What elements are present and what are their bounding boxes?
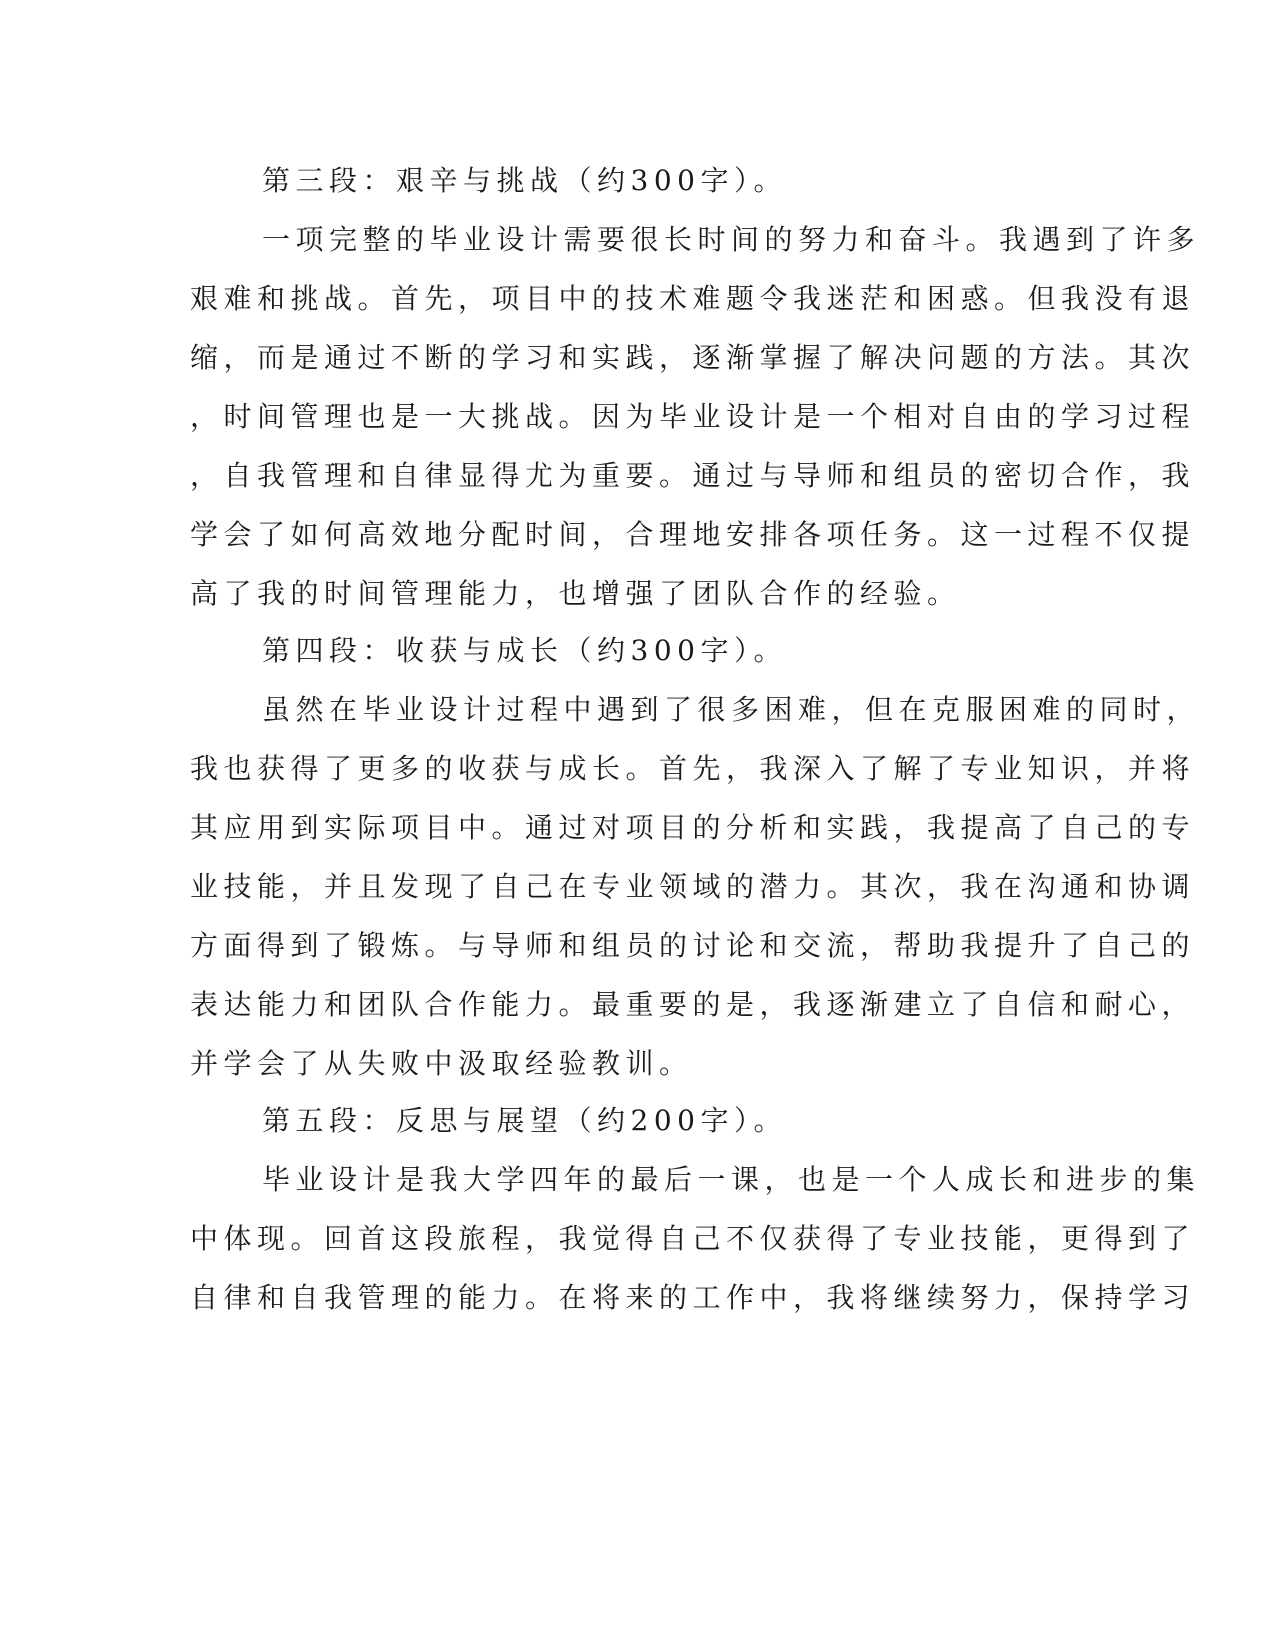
paragraph-line: 缩，而是通过不断的学习和实践，逐渐掌握了解决问题的方法。其次 bbox=[190, 341, 1196, 374]
paragraph-line: 我也获得了更多的收获与成长。首先，我深入了解了专业知识，并将 bbox=[190, 752, 1196, 785]
section-heading-3: 第三段：艰辛与挑战（约300字）。 bbox=[262, 164, 787, 197]
paragraph-line: 虽然在毕业设计过程中遇到了很多困难，但在克服困难的同时， bbox=[262, 693, 1201, 726]
paragraph-line: 学会了如何高效地分配时间，合理地安排各项任务。这一过程不仅提 bbox=[190, 518, 1196, 551]
paragraph-line: ，自我管理和自律显得尤为重要。通过与导师和组员的密切合作，我 bbox=[190, 459, 1196, 492]
paragraph-line: 自律和自我管理的能力。在将来的工作中，我将继续努力，保持学习 bbox=[190, 1281, 1196, 1314]
paragraph-line: 表达能力和团队合作能力。最重要的是，我逐渐建立了自信和耐心， bbox=[190, 988, 1196, 1021]
paragraph-line: 高了我的时间管理能力，也增强了团队合作的经验。 bbox=[190, 577, 961, 610]
paragraph-line: 中体现。回首这段旅程，我觉得自己不仅获得了专业技能，更得到了 bbox=[190, 1222, 1196, 1255]
paragraph-line: 毕业设计是我大学四年的最后一课，也是一个人成长和进步的集 bbox=[262, 1163, 1201, 1196]
paragraph-line: 方面得到了锻炼。与导师和组员的讨论和交流，帮助我提升了自己的 bbox=[190, 929, 1196, 962]
paragraph-line: 一项完整的毕业设计需要很长时间的努力和奋斗。我遇到了许多 bbox=[262, 223, 1201, 256]
section-heading-4: 第四段：收获与成长（约300字）。 bbox=[262, 634, 787, 667]
section-heading-5: 第五段：反思与展望（约200字）。 bbox=[262, 1104, 787, 1137]
paragraph-line: 并学会了从失败中汲取经验教训。 bbox=[190, 1047, 693, 1080]
paragraph-line: 艰难和挑战。首先，项目中的技术难题令我迷茫和困惑。但我没有退 bbox=[190, 282, 1196, 315]
paragraph-line: 业技能，并且发现了自己在专业领域的潜力。其次，我在沟通和协调 bbox=[190, 870, 1196, 903]
paragraph-line: ，时间管理也是一大挑战。因为毕业设计是一个相对自由的学习过程 bbox=[190, 400, 1196, 433]
paragraph-line: 其应用到实际项目中。通过对项目的分析和实践，我提高了自己的专 bbox=[190, 811, 1196, 844]
